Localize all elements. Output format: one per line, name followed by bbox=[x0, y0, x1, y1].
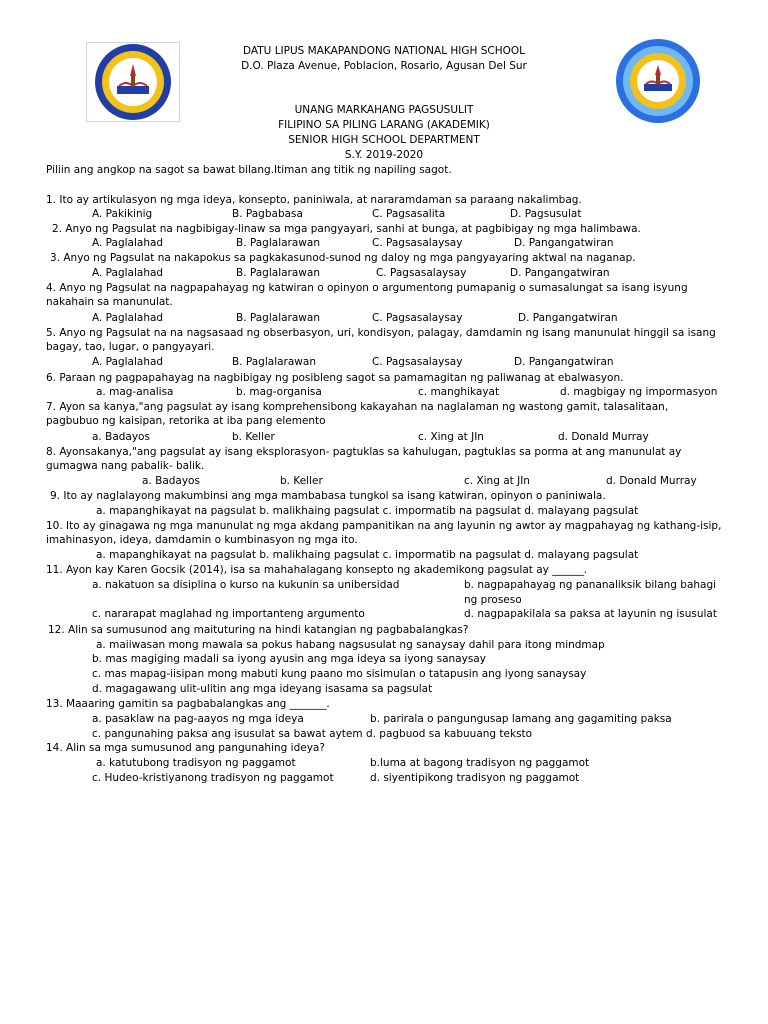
q5-option-a: A. Paglalahad bbox=[92, 356, 164, 368]
q6-option-d: d. magbigay ng impormasyon bbox=[560, 386, 718, 398]
q14-option-b: b.luma at bagong tradisyon ng paggamot bbox=[370, 757, 590, 769]
q1-option-a: A. Pakikinig bbox=[92, 208, 153, 220]
q13-option-a: a. pasaklaw na pag-aayos ng mga ideya bbox=[92, 713, 304, 725]
q4-option-d: D. Pangangatwiran bbox=[518, 312, 618, 324]
question-10: 10. Ito ay ginagawa ng mga manunulat ng mga akdang pampanitikan na ang layunin ng awtor ay magpahayag ng kathang-isip, imahinasyon, ideya, damdamin o kumbinasyon ng mga ito. bbox=[46, 520, 722, 546]
exam-title: UNANG MARKAHANG PAGSUSULIT bbox=[294, 104, 474, 116]
q12-option-b: b. mas magiging madali sa iyong ayusin ang mga ideya sa iyong sanaysay bbox=[92, 653, 486, 665]
department: SENIOR HIGH SCHOOL DEPARTMENT bbox=[288, 134, 480, 146]
q12-option-c: c. mas mapag-iisipan mong mabuti kung paano mo sisimulan o tatapusin ang iyong sanaysay bbox=[92, 668, 587, 680]
q8-option-b: b. Keller bbox=[280, 475, 323, 487]
q8-option-d: d. Donald Murray bbox=[606, 475, 697, 487]
q13-option-b: b. parirala o pangungusap lamang ang gagamiting paksa bbox=[370, 713, 672, 725]
question-13: 13. Maaaring gamitin sa pagbabalangkas ang _______. bbox=[46, 698, 330, 710]
q11-option-d: d. nagpapakilala sa paksa at layunin ng isusulat bbox=[464, 608, 717, 620]
q7-option-d: d. Donald Murray bbox=[558, 431, 649, 443]
q2-option-b: B. Paglalarawan bbox=[236, 237, 320, 249]
q13-option-c-d: c. pangunahing paksa ang isusulat sa bawat aytem d. pagbuod sa kabuuang teksto bbox=[92, 728, 533, 740]
q7-option-b: b. Keller bbox=[232, 431, 275, 443]
question-2: 2. Anyo ng Pagsulat na nagbibigay-linaw sa mga pangyayari, sanhi at bunga, at pagbibigay ng mga halimbawa. bbox=[52, 223, 641, 235]
school-address: D.O. Plaza Avenue, Poblacion, Rosario, Agusan Del Sur bbox=[241, 60, 527, 72]
q2-option-c: C. Pagsasalaysay bbox=[372, 237, 463, 249]
q8-option-a: a. Badayos bbox=[142, 475, 200, 487]
q2-option-d: D. Pangangatwiran bbox=[514, 237, 614, 249]
question-12: 12. Alin sa sumusunod ang maituturing na hindi katangian ng pagbabalangkas? bbox=[48, 624, 469, 636]
q8-option-c: c. Xing at JIn bbox=[464, 475, 530, 487]
question-4: 4. Anyo ng Pagsulat na nagpapahayag ng katwiran o opinyon o argumentong pumapanig o sumasalungat sa isang isyung nakahain sa manunulat. bbox=[46, 282, 688, 308]
q14-option-a: a. katutubong tradisyon ng paggamot bbox=[96, 757, 296, 769]
q5-option-c: C. Pagsasalaysay bbox=[372, 356, 463, 368]
q4-option-c: C. Pagsasalaysay bbox=[372, 312, 463, 324]
question-3: 3. Anyo ng Pagsulat na nakapokus sa pagkakasunod-sunod ng daloy ng mga pangyayaring aktwal na naganap. bbox=[50, 252, 636, 264]
q9-options: a. mapanghikayat na pagsulat b. malikhaing pagsulat c. impormatib na pagsulat d. malayang pagsulat bbox=[96, 505, 639, 517]
q4-option-a: A. Paglalahad bbox=[92, 312, 164, 324]
question-11: 11. Ayon kay Karen Gocsik (2014), isa sa mahahalagang konsepto ng akademikong pagsulat ay ______. bbox=[46, 564, 588, 576]
q3-option-b: B. Paglalarawan bbox=[236, 267, 320, 279]
q11-option-b-cont: ng proseso bbox=[464, 594, 522, 606]
q1-option-c: C. Pagsasalita bbox=[372, 208, 446, 220]
q14-option-d: d. siyentipikong tradisyon ng paggamot bbox=[370, 772, 580, 784]
q3-option-a: A. Paglalahad bbox=[92, 267, 164, 279]
q5-option-d: D. Pangangatwiran bbox=[514, 356, 614, 368]
school-name: DATU LIPUS MAKAPANDONG NATIONAL HIGH SCHOOL bbox=[242, 45, 526, 57]
q3-option-d: D. Pangangatwiran bbox=[510, 267, 610, 279]
q11-option-a: a. nakatuon sa disiplina o kurso na kukunin sa unibersidad bbox=[92, 579, 400, 591]
q7-option-a: a. Badayos bbox=[92, 431, 150, 443]
q14-option-c: c. Hudeo-kristiyanong tradisyon ng paggamot bbox=[92, 772, 334, 784]
instructions: Piliin ang angkop na sagot sa bawat bilang.Itiman ang titik ng napiling sagot. bbox=[46, 164, 452, 176]
question-1: 1. Ito ay artikulasyon ng mga ideya, konsepto, paniniwala, at nararamdaman sa paraang nakalimbag. bbox=[46, 194, 582, 206]
q1-option-d: D. Pagsusulat bbox=[510, 208, 582, 220]
q6-option-a: a. mag-analisa bbox=[96, 386, 174, 398]
q11-option-b: b. nagpapahayag ng pananaliksik bilang bahagi bbox=[464, 579, 717, 591]
school-year: S.Y. 2019-2020 bbox=[344, 149, 424, 161]
question-14: 14. Alin sa mga sumusunod ang pangunahing ideya? bbox=[46, 742, 325, 754]
subject-title: FILIPINO SA PILING LARANG (AKADEMIK) bbox=[278, 119, 490, 131]
q7-option-c: c. Xing at JIn bbox=[418, 431, 484, 443]
q5-option-b: B. Paglalarawan bbox=[232, 356, 316, 368]
question-7: 7. Ayon sa kanya,"ang pagsulat ay isang komprehensibong kakayahan na naglalaman ng wastong gamit, talasalitaan, pagbubuo ng kaisipan, retorika at iba pang elemento bbox=[46, 401, 669, 427]
q3-option-c: C. Pagsasalaysay bbox=[376, 267, 467, 279]
q4-option-b: B. Paglalarawan bbox=[236, 312, 320, 324]
q12-option-a: a. maiiwasan mong mawala sa pokus habang nagsusulat ng sanaysay dahil para itong mindmap bbox=[96, 639, 605, 651]
q12-option-d: d. magagawang ulit-ulitin ang mga ideyang isasama sa pagsulat bbox=[92, 683, 433, 695]
question-6: 6. Paraan ng pagpapahayag na nagbibigay ng posibleng sagot sa pamamagitan ng paliwanag at ebalwasyon. bbox=[46, 372, 624, 384]
question-5: 5. Anyo ng Pagsulat na na nagsasaad ng obserbasyon, uri, kondisyon, palagay, damdamin ng isang manunulat hinggil sa isang bagay, tao, lugar, o pangyayari. bbox=[46, 327, 716, 353]
q1-option-b: B. Pagbabasa bbox=[232, 208, 303, 220]
q6-option-c: c. manghikayat bbox=[418, 386, 500, 398]
q11-option-c: c. nararapat maglahad ng importanteng argumento bbox=[92, 608, 365, 620]
question-8: 8. Ayonsakanya,"ang pagsulat ay isang eksplorasyon- pagtuklas sa kahulugan, pagtuklas sa porma at ang manunulat ay gumagwa nang pabalik- balik. bbox=[46, 446, 682, 472]
q2-option-a: A. Paglalahad bbox=[92, 237, 164, 249]
question-9: 9. Ito ay naglalayong makumbinsi ang mga mambabasa tungkol sa isang katwiran, opinyon o paniniwala. bbox=[50, 490, 606, 502]
q10-options: a. mapanghikayat na pagsulat b. malikhaing pagsulat c. impormatib na pagsulat d. malayang pagsulat bbox=[96, 549, 639, 561]
q6-option-b: b. mag-organisa bbox=[236, 386, 322, 398]
